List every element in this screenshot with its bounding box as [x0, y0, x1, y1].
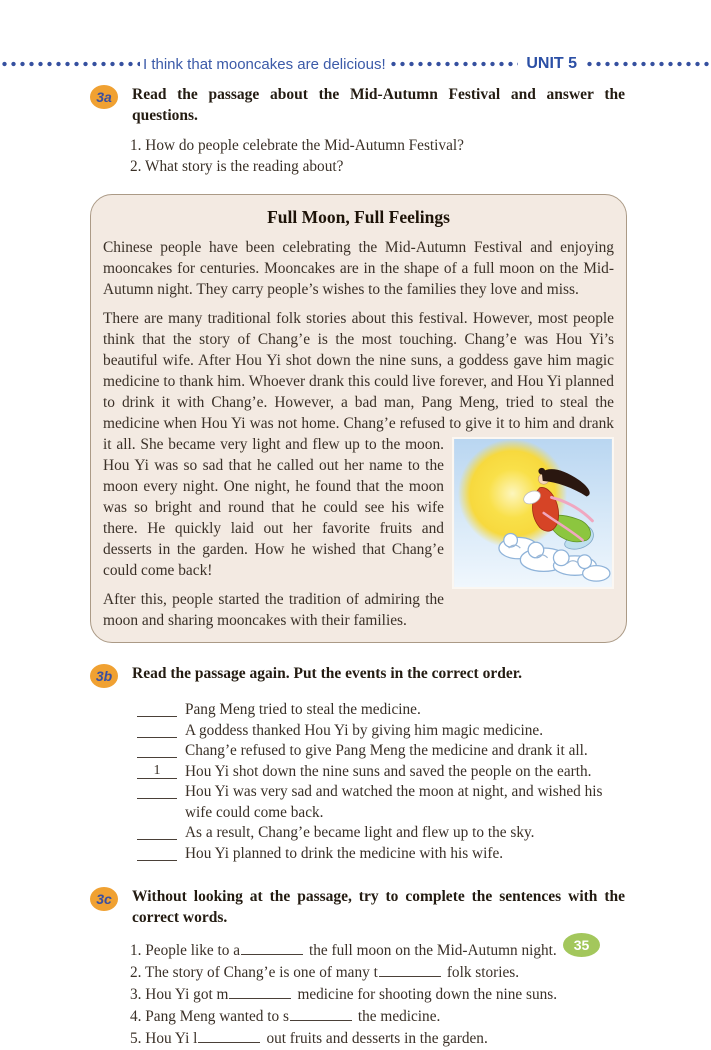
word-blank — [379, 962, 441, 977]
unit-label: UNIT 5 — [526, 55, 577, 72]
section-3c-instruction: Without looking at the passage, try to complete the sentences with the correct words. — [132, 888, 625, 926]
dotted-rule — [0, 57, 140, 71]
fill-after: folk stories. — [446, 964, 520, 981]
fill-before: 1. People like to a — [130, 942, 241, 959]
fill-after: medicine for shooting down the nine suns. — [297, 986, 558, 1003]
fill-row — [130, 984, 625, 1006]
event-row — [137, 741, 625, 762]
page-content — [0, 84, 711, 1050]
passage-paragraph-2a: There are many traditional folk stories about this festival. However, most people think that the story of Chang’e is the most touching. Chang’e was Hou Yi’s beautiful wife. After Hou Yi shot down the nine suns, a goddess gave him magic medicine to thank him. Whoever drank this could live forever, and Hou Yi planned to drink it with Chang’e. However, a bad man, Pang Meng, tried to steal the medicine when Hou Yi was not home. Chang’e refused to give it to him and drank it all. She became — [103, 310, 614, 453]
page-header — [0, 55, 711, 73]
fill-after: out fruits and desserts in the garden. — [266, 1030, 488, 1047]
order-blank — [137, 721, 177, 738]
event-text: As a result, Chang’e became light and flew up to the sky. — [185, 824, 535, 841]
fill-before: 4. Pang Meng wanted to s — [130, 1008, 289, 1025]
chang-e-illustration — [452, 437, 614, 589]
unit-topic-title: I think that mooncakes are delicious! — [143, 55, 386, 73]
fill-after: the full moon on the Mid-Autumn night. — [309, 942, 557, 959]
event-row — [137, 762, 625, 783]
section-3c-badge: 3c — [90, 887, 118, 911]
section-3c-header — [90, 886, 625, 928]
section-3b-badge: 3b — [90, 664, 118, 688]
event-text: Chang’e refused to give Pang Meng the medicine and drank it all. — [185, 742, 588, 759]
event-row — [137, 721, 625, 742]
event-row — [137, 782, 625, 823]
order-blank — [137, 741, 177, 758]
passage-paragraph-1: Chinese people have been celebrating the Mid-Autumn Festival and enjoying mooncakes for centuries. Mooncakes are in the shape of a full moon on the Mid-Autumn night. They carry people’s wishes to the families they love and miss. — [103, 239, 614, 298]
word-blank — [290, 1006, 352, 1021]
fill-row — [130, 962, 625, 984]
event-text: Hou Yi was very sad and watched the moon at night, and wished his wife could come back. — [185, 783, 603, 821]
passage-paragraph-3: After this, people started the tradition of admiring the moon and sharing mooncakes with their families. — [103, 591, 444, 629]
section-3b-instruction: Read the passage again. Put the events in the correct order. — [132, 665, 523, 682]
fill-before: 3. Hou Yi got m — [130, 986, 229, 1003]
order-blank — [137, 782, 177, 799]
word-blank — [229, 984, 291, 999]
fill-row — [130, 940, 625, 962]
event-row — [137, 700, 625, 721]
order-blank: 1 — [137, 762, 177, 779]
section-3c — [90, 886, 625, 1050]
question-item: 2. What story is the reading about? — [130, 157, 344, 175]
section-3a-questions — [130, 136, 625, 177]
section-3a-instruction: Read the passage about the Mid-Autumn Festival and answer the questions. — [132, 86, 625, 124]
page-number-badge: 35 — [563, 933, 600, 957]
question-item: 1. How do people celebrate the Mid-Autumn Festival? — [130, 137, 464, 154]
word-blank — [198, 1028, 260, 1043]
order-blank — [137, 823, 177, 840]
section-3a-header — [90, 84, 625, 126]
section-3b-header — [90, 663, 625, 688]
event-text: A goddess thanked Hou Yi by giving him magic medicine. — [185, 721, 544, 739]
passage-paragraph-2b: very light and flew up to the moon. Hou Yi was so sad that he called out her name to the moon every night. One night, he found that the moon was so bright and round that he could see his wife there. He quickly laid out her favorite fruits and desserts in the garden. How he wished that Chang’e could come back! — [103, 436, 444, 579]
reading-passage-box — [90, 194, 627, 643]
passage-paragraph-2 — [103, 308, 614, 581]
fill-before: 2. The story of Chang’e is one of many t — [130, 964, 378, 981]
fill-row — [130, 1028, 625, 1050]
dotted-rule — [585, 57, 711, 71]
order-blank — [137, 844, 177, 861]
fill-after: the medicine. — [357, 1008, 441, 1025]
event-row — [137, 844, 625, 865]
fill-before: 5. Hou Yi l — [130, 1030, 198, 1047]
section-3b — [90, 663, 625, 864]
order-blank — [137, 700, 177, 717]
event-order-list — [137, 700, 625, 864]
event-text: Pang Meng tried to steal the medicine. — [185, 701, 421, 718]
fill-row — [130, 1006, 625, 1028]
event-text: Hou Yi planned to drink the medicine with his wife. — [185, 844, 504, 862]
passage-title: Full Moon, Full Feelings — [267, 207, 450, 227]
dotted-rule — [389, 57, 519, 71]
fill-in-list — [130, 940, 625, 1050]
section-3a-badge: 3a — [90, 85, 118, 109]
event-text: Hou Yi shot down the nine suns and saved the people on the earth. — [185, 762, 592, 780]
word-blank — [241, 940, 303, 955]
event-row — [137, 823, 625, 844]
